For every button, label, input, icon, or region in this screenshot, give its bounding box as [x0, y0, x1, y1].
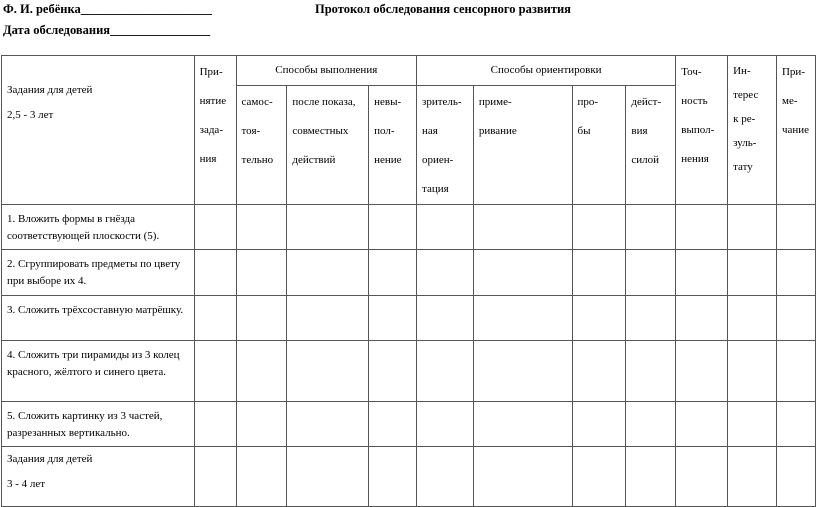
empty-cell[interactable]: [626, 447, 676, 507]
empty-cell[interactable]: [369, 402, 417, 447]
method-not-done-header: [369, 86, 417, 205]
empty-cell[interactable]: [369, 447, 417, 507]
sensory-protocol-table: [1, 55, 816, 507]
empty-cell[interactable]: [572, 341, 626, 402]
interest-header: [728, 56, 777, 205]
header-line: невы-: [374, 96, 402, 108]
exam-date-field: Дата обследования________________: [3, 23, 211, 37]
empty-cell[interactable]: [728, 402, 777, 447]
header-line: При-: [199, 66, 223, 78]
empty-cell[interactable]: [572, 447, 626, 507]
empty-cell[interactable]: [417, 205, 474, 250]
header-line: действий: [292, 154, 336, 166]
empty-cell[interactable]: [626, 250, 676, 296]
empty-cell[interactable]: [626, 402, 676, 447]
empty-cell[interactable]: [287, 250, 369, 296]
empty-cell[interactable]: [417, 250, 474, 296]
empty-cell[interactable]: [287, 402, 369, 447]
header-line: совместных: [292, 125, 349, 137]
tasks-header-cell-2: [2, 447, 195, 507]
tasks-header-line: Задания для детей: [7, 84, 93, 96]
header-line: зритель-: [422, 96, 462, 108]
header-line: пол-: [374, 125, 395, 137]
task-cell: 3. Сложить трёхсоставную матрёшку.: [2, 296, 195, 341]
child-name-field: Ф. И. ребёнка_____________________: [3, 2, 212, 16]
header-line: к ре-: [733, 113, 756, 125]
empty-cell[interactable]: [194, 447, 236, 507]
accuracy-header: [676, 56, 728, 205]
header-line: тоя-: [241, 125, 261, 137]
empty-cell[interactable]: [417, 402, 474, 447]
empty-cell[interactable]: [194, 205, 236, 250]
empty-cell[interactable]: [287, 447, 369, 507]
empty-cell[interactable]: [236, 296, 287, 341]
document-title: Протокол обследования сенсорного развития: [315, 2, 571, 16]
header-line: ориен-: [422, 154, 454, 166]
empty-cell[interactable]: [728, 205, 777, 250]
empty-cell[interactable]: [626, 296, 676, 341]
empty-cell[interactable]: [287, 341, 369, 402]
header-line: после показа,: [292, 96, 356, 108]
empty-cell[interactable]: [236, 205, 287, 250]
method-independent-header: [236, 86, 287, 205]
empty-cell[interactable]: [728, 296, 777, 341]
header-line: вия: [631, 125, 648, 137]
tasks-header-line: Задания для детей: [7, 453, 93, 465]
empty-cell[interactable]: [236, 341, 287, 402]
empty-cell[interactable]: [287, 205, 369, 250]
acceptance-header: [194, 56, 236, 205]
empty-cell[interactable]: [676, 402, 728, 447]
task-cell: 1. Вложить формы в гнёзда соответствующей плоскости (5).: [2, 205, 195, 250]
empty-cell[interactable]: [776, 205, 815, 250]
header-line: ривание: [478, 125, 517, 137]
orientation-trials-header: [572, 86, 626, 205]
empty-cell[interactable]: [676, 341, 728, 402]
task-cell: 5. Сложить картинку из 3 частей, разрезанных вертикально.: [2, 402, 195, 447]
methods-group-header: Способы выполнения: [236, 56, 416, 86]
header-line: При-: [781, 66, 805, 78]
note-header: [776, 56, 815, 205]
empty-cell[interactable]: [776, 250, 815, 296]
header-line: самос-: [241, 96, 273, 108]
header-line: нения: [681, 153, 709, 165]
empty-cell[interactable]: [776, 402, 815, 447]
table-row: [2, 447, 816, 507]
table-row: [2, 205, 816, 250]
empty-cell[interactable]: [369, 205, 417, 250]
empty-cell[interactable]: [676, 296, 728, 341]
header-line: Ин-: [733, 65, 751, 77]
empty-cell[interactable]: [417, 341, 474, 402]
empty-cell[interactable]: [417, 296, 474, 341]
empty-cell[interactable]: [676, 205, 728, 250]
table-row: [2, 402, 816, 447]
empty-cell[interactable]: [473, 447, 572, 507]
empty-cell[interactable]: [473, 402, 572, 447]
header-line: силой: [631, 154, 660, 166]
empty-cell[interactable]: [572, 205, 626, 250]
empty-cell[interactable]: [194, 341, 236, 402]
task-cell: 2. Сгруппировать предметы по цвету при выборе их 4.: [2, 250, 195, 296]
header-line: чание: [781, 124, 810, 136]
empty-cell[interactable]: [236, 250, 287, 296]
tasks-header-line: 2,5 - 3 лет: [7, 109, 54, 121]
empty-cell[interactable]: [473, 250, 572, 296]
empty-cell[interactable]: [626, 341, 676, 402]
empty-cell[interactable]: [572, 250, 626, 296]
empty-cell[interactable]: [236, 447, 287, 507]
header-line: ния: [199, 153, 217, 165]
task-cell: 4. Сложить три пирамиды из 3 колец красного, жёлтого и синего цвета.: [2, 341, 195, 402]
header-line: тация: [422, 183, 449, 195]
empty-cell[interactable]: [369, 296, 417, 341]
orientation-group-header: Способы ориентировки: [417, 56, 676, 86]
header-line: зада-: [199, 124, 223, 136]
orientation-fitting-header: [473, 86, 572, 205]
header-line: нятие: [199, 95, 227, 107]
empty-cell[interactable]: [572, 402, 626, 447]
table-row: [2, 341, 816, 402]
empty-cell[interactable]: [194, 296, 236, 341]
empty-cell[interactable]: [728, 250, 777, 296]
empty-cell[interactable]: [473, 296, 572, 341]
header-line: Точ-: [681, 66, 702, 78]
header-line: нение: [374, 154, 402, 166]
empty-cell[interactable]: [194, 402, 236, 447]
empty-cell[interactable]: [369, 341, 417, 402]
empty-cell[interactable]: [676, 447, 728, 507]
orientation-force-header: [626, 86, 676, 205]
header-line: выпол-: [681, 124, 715, 136]
tasks-header-cell: [2, 56, 195, 205]
empty-cell[interactable]: [572, 296, 626, 341]
empty-cell[interactable]: [473, 341, 572, 402]
empty-cell[interactable]: [728, 341, 777, 402]
header-line: терес: [733, 89, 759, 101]
header-line: ме-: [781, 95, 798, 107]
header-line: дейст-: [631, 96, 662, 108]
orientation-visual-header: [417, 86, 474, 205]
header-line: приме-: [478, 96, 512, 108]
table-row: [2, 250, 816, 296]
header-line: ность: [681, 95, 708, 107]
empty-cell[interactable]: [776, 447, 815, 507]
header-line: ная: [422, 125, 438, 137]
header-line: зуль-: [733, 137, 757, 149]
method-after-demo-header: [287, 86, 369, 205]
empty-cell[interactable]: [194, 250, 236, 296]
empty-cell[interactable]: [287, 296, 369, 341]
empty-cell[interactable]: [776, 296, 815, 341]
header-line: бы: [577, 125, 591, 137]
empty-cell[interactable]: [676, 250, 728, 296]
empty-cell[interactable]: [626, 205, 676, 250]
empty-cell[interactable]: [728, 447, 777, 507]
empty-cell[interactable]: [417, 447, 474, 507]
header-line: тату: [733, 161, 753, 173]
empty-cell[interactable]: [236, 402, 287, 447]
empty-cell[interactable]: [776, 341, 815, 402]
table-row: [2, 296, 816, 341]
tasks-header-line: 3 - 4 лет: [7, 478, 46, 490]
header-line: про-: [577, 96, 599, 108]
empty-cell[interactable]: [369, 250, 417, 296]
header-line: тельно: [241, 154, 274, 166]
empty-cell[interactable]: [473, 205, 572, 250]
